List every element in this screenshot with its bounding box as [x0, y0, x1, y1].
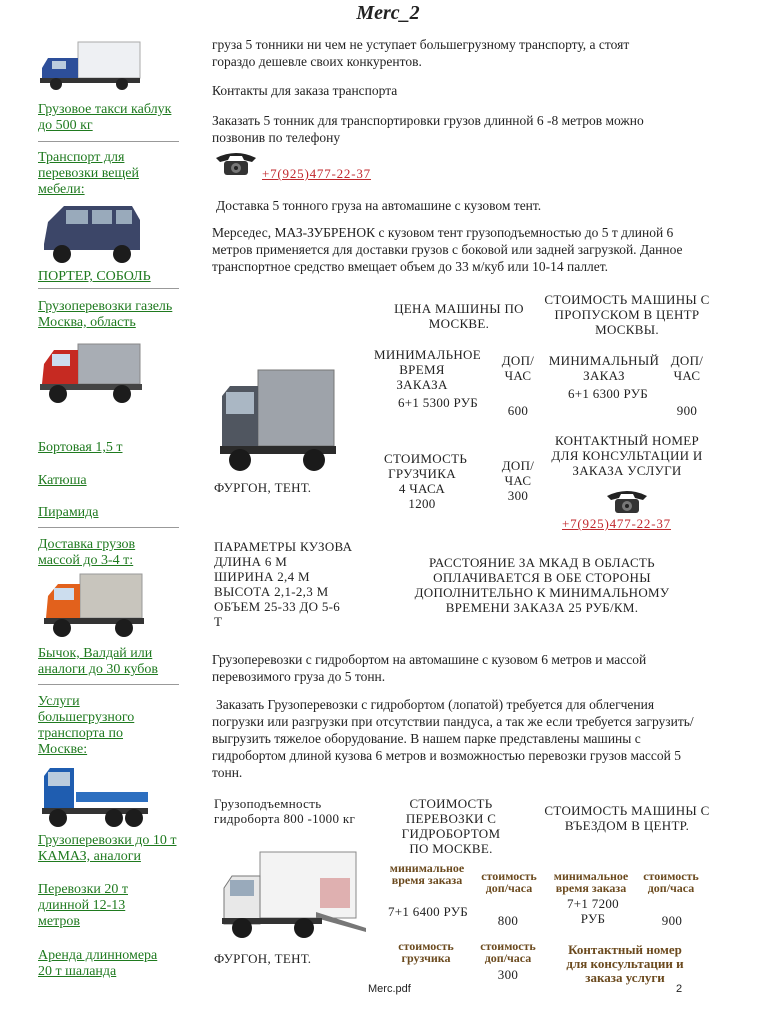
params-width: ШИРИНА 2,4 М	[214, 569, 310, 584]
page-title: Merc_2	[356, 2, 420, 24]
extra-hour-value: 600	[507, 403, 529, 418]
paragraph-delivery: Доставка 5 тонного груза на автомашине с кузовом тент.	[216, 198, 542, 213]
sidebar-item-heavy-transport[interactable]: Услуги большегрузного транспорта по Москве:	[38, 694, 135, 757]
distance-note: РАССТОЯНИЕ ЗА МКАД В ОБЛАСТЬ ОПЛАЧИВАЕТСЯ В ОБЕ СТОРОНЫ ДОПОЛНИТЕЛЬНО К МИНИМАЛЬНОМУ ВРЕМЕНИ ЗАКАЗА 25 РУБ/КМ.	[414, 555, 670, 615]
paragraph-order: Заказать 5 тонник для транспортировки грузов длинной 6 -8 метров можно позвонив по телефону	[212, 113, 644, 145]
price-moscow-header: ЦЕНА МАШИНЫ ПО МОСКВЕ.	[394, 301, 524, 331]
min-order-label: МИНИМАЛЬНЫЙ ЗАКАЗ	[548, 353, 660, 383]
tail-lift-price-center-header: СТОИМОСТЬ МАШИНЫ С ВЪЕЗДОМ В ЦЕНТР.	[544, 803, 710, 833]
tail-min-time-value: 7+1 6400 РУБ	[388, 904, 469, 919]
sidebar-item-20t-12m[interactable]: Перевозки 20 т длинной 12-13 метров	[38, 882, 128, 929]
paragraph-mercedes: Мерседес, МАЗ-ЗУБРЕНОК с кузовом тент грузоподъемностью до 5 т длиной 6 метров применяется для доставки грузов с боковой или задней загрузкой. Данное транспортное средство вмещает объем до 33 м/куб или 10-14 паллет.	[212, 225, 683, 274]
extra-hour-label: ДОП/ ЧАС	[501, 353, 535, 383]
tail-contact-label: Контактный номер для консультации и заказа услуги	[566, 942, 684, 985]
tent-caption: ФУРГОН, ТЕНТ.	[214, 480, 312, 495]
tail-loader-label: стоимость грузчика	[398, 939, 454, 965]
params-title: ПАРАМЕТРЫ КУЗОВА	[214, 539, 353, 554]
tail-extra-hour-label-2: стоимость доп/часа	[643, 869, 699, 895]
body-params	[214, 539, 384, 629]
gazelle-truck-image[interactable]	[38, 338, 144, 406]
divider	[38, 527, 179, 528]
telephone-icon	[212, 148, 260, 178]
sidebar-item-bortovaya[interactable]: Бортовая 1,5 т	[38, 440, 123, 455]
tail-lift-truck-image	[220, 848, 370, 942]
kamaz-truck-image[interactable]	[40, 762, 150, 830]
divider	[38, 684, 179, 685]
divider	[38, 141, 179, 142]
paragraph-intro: груза 5 тонники ни чем не уступает большегрузному транспорту, а стоят гораздо дешевле своих конкурентов.	[212, 37, 630, 69]
min-order-value: 6+1 6300 РУБ	[567, 386, 648, 401]
price-center-header: СТОИМОСТЬ МАШИНЫ С ПРОПУСКОМ В ЦЕНТР МОСКВЫ.	[544, 292, 710, 337]
footer-page-number: 2	[676, 983, 683, 995]
sidebar-item-3-4-t[interactable]: Доставка грузов массой до 3-4 т:	[38, 537, 136, 568]
tail-extra-hour-value-2: 900	[661, 913, 683, 928]
tail-extra-hour-label: стоимость доп/часа	[481, 869, 537, 895]
divider	[38, 288, 179, 289]
sidebar-item-furniture[interactable]: Транспорт для перевозки вещей мебели:	[38, 150, 139, 197]
tent-truck-image	[218, 366, 338, 474]
footer-filename: Merc.pdf	[368, 983, 411, 995]
min-time-label: МИНИМАЛЬНОЕ ВРЕМЯ ЗАКАЗА	[374, 347, 481, 392]
contact-label: КОНТАКТНЫЙ НОМЕР ДЛЯ КОНСУЛЬТАЦИИ И ЗАКАЗА УСЛУГИ	[551, 433, 703, 478]
phone-link[interactable]: +7(925)477-22-37	[262, 166, 371, 181]
sidebar-item-piramida[interactable]: Пирамида	[38, 505, 99, 520]
params-height: ВЫСОТА 2,1-2,3 М	[214, 584, 329, 599]
sidebar-item-katyusha[interactable]: Катюша	[38, 473, 87, 488]
contacts-heading: Контакты для заказа транспорта	[212, 83, 398, 98]
params-length: ДЛИНА 6 М	[214, 554, 288, 569]
sidebar-item-cargo-taxi[interactable]: Грузовое такси каблук до 500 кг	[38, 102, 172, 133]
orange-truck-image[interactable]	[42, 568, 146, 640]
tail-extra-hour-value: 800	[497, 913, 519, 928]
tail-min-time-value-2: 7+1 7200 РУБ	[567, 896, 619, 926]
sidebar-item-gazelle[interactable]: Грузоперевозки газель Москва, область	[38, 299, 173, 330]
tail-loader-value: 300	[497, 967, 519, 982]
tail-lift-price-moscow-header: СТОИМОСТЬ ПЕРЕВОЗКИ С ГИДРОБОРТОМ ПО МОСКВЕ.	[401, 796, 501, 856]
tail-min-time-label: минимальное время заказа	[389, 861, 465, 887]
loader-cost: СТОИМОСТЬ ГРУЗЧИКА 4 ЧАСА 1200	[384, 451, 468, 511]
sidebar-item-dlinnomer[interactable]: Аренда длинномера 20 т шаланда	[38, 948, 158, 979]
phone-link-2[interactable]: +7(925)477-22-37	[562, 516, 671, 531]
cargo-van-image[interactable]	[38, 40, 142, 94]
tail-min-time-label-2: минимальное время заказа	[553, 869, 629, 895]
extra-hour-value-2: 900	[676, 403, 698, 418]
params-volume: ОБЪЕМ 25-33 ДО 5-6	[214, 599, 341, 614]
telephone-icon	[603, 486, 651, 516]
sidebar-item-porter-sobol[interactable]: ПОРТЕР, СОБОЛЬ	[38, 269, 151, 284]
tail-extra-hour-label-3: стоимость доп/часа	[480, 939, 536, 965]
paragraph-tail-lift-order: Заказать Грузоперевозки с гидробортом (лопатой) требуется для облегчения погрузки или разгрузки при отсутствии пандуса, а так же если требуется загрузить/выгрузить тяжелое оборудование. В нашем парке представлены машины с гидробортом длиной кузова 6 метров и возможностью перевозки грузов массой 5 тонн.	[212, 697, 694, 780]
loader-extra: ДОП/ ЧАС 300	[501, 458, 535, 503]
sidebar-item-kamaz[interactable]: Грузоперевозки до 10 т КАМАЗ, аналоги	[38, 833, 177, 864]
lift-capacity: Грузоподъемность гидроборта 800 -1000 кг	[214, 796, 356, 826]
paragraph-tail-lift: Грузоперевозки с гидробортом на автомашине с кузовом 6 метров и массой перевозимого груза до 5 тонн.	[212, 652, 647, 684]
sidebar-item-bychok[interactable]: Бычок, Валдай или аналоги до 30 кубов	[38, 646, 159, 677]
minivan-image[interactable]	[40, 200, 144, 266]
params-volume-cont: Т	[214, 614, 223, 629]
tail-lift-caption: ФУРГОН, ТЕНТ.	[214, 951, 312, 966]
extra-hour-label-2: ДОП/ ЧАС	[670, 353, 704, 383]
min-time-value: 6+1 5300 РУБ	[397, 395, 478, 410]
